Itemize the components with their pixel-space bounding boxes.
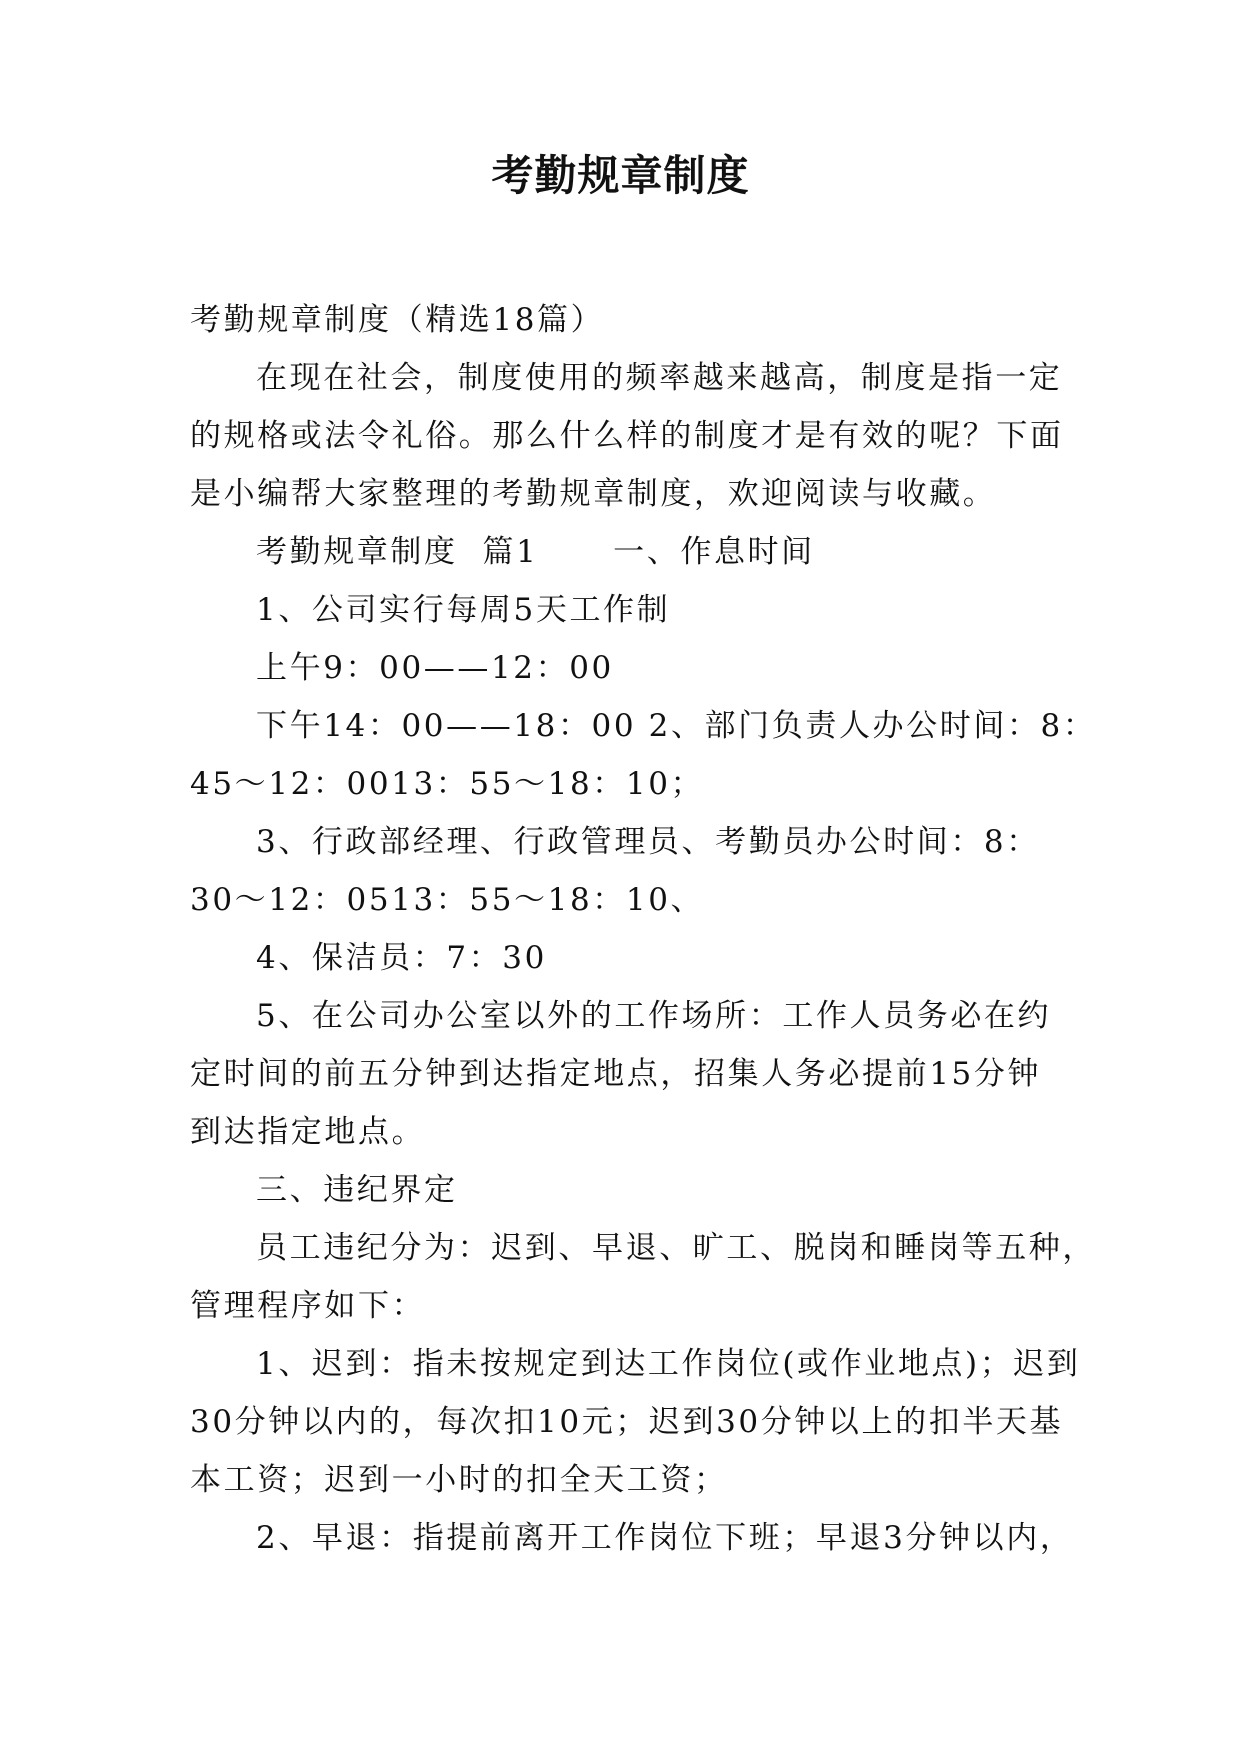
- document-title: 考勤规章制度: [491, 151, 750, 200]
- paragraph-line: 5、在公司办公室以外的工作场所：工作人员务必在约: [256, 998, 1052, 1034]
- section-heading-line: 三、违纪界定: [256, 1172, 458, 1208]
- paragraph-line: 45～12：0013：55～18：10；: [190, 766, 705, 802]
- paragraph-line: 上午9：00——12：00: [256, 650, 614, 686]
- subtitle-line: 考勤规章制度（精选18篇）: [190, 302, 605, 338]
- paragraph-line: 30分钟以内的，每次扣10元；迟到30分钟以上的扣半天基: [190, 1404, 1064, 1440]
- paragraph-line: 1、公司实行每周5天工作制: [256, 592, 671, 628]
- document-body: [190, 291, 1097, 1567]
- paragraph-line: 3、行政部经理、行政管理员、考勤员办公时间：8：: [256, 824, 1040, 860]
- paragraph-line: 的规格或法令礼俗。那么什么样的制度才是有效的呢？下面: [190, 418, 1064, 454]
- paragraph-line: 定时间的前五分钟到达指定地点，招集人务必提前15分钟: [190, 1056, 1042, 1092]
- paragraph-line: 30～12：0513：55～18：10、: [190, 882, 705, 918]
- paragraph-line: 到达指定地点。: [190, 1114, 426, 1150]
- paragraph-line: 管理程序如下：: [190, 1288, 426, 1324]
- paragraph-line: 1、迟到：指未按规定到达工作岗位(或作业地点)；迟到: [256, 1346, 1081, 1382]
- section-heading-line: 考勤规章制度 篇1 一、作息时间: [256, 534, 815, 570]
- paragraph-line: 下午14：00——18：00 2、部门负责人办公时间：8：: [256, 708, 1097, 744]
- paragraph-line: 4、保洁员：7：30: [256, 940, 547, 976]
- paragraph-line: 在现在社会，制度使用的频率越来越高，制度是指一定: [256, 360, 1063, 396]
- paragraph-line: 是小编帮大家整理的考勤规章制度，欢迎阅读与收藏。: [190, 476, 997, 512]
- paragraph-line: 本工资；迟到一小时的扣全天工资；: [190, 1462, 728, 1498]
- paragraph-line: 2、早退：指提前离开工作岗位下班；早退3分钟以内，: [256, 1520, 1074, 1556]
- paragraph-line: 员工违纪分为：迟到、早退、旷工、脱岗和睡岗等五种，: [256, 1230, 1096, 1266]
